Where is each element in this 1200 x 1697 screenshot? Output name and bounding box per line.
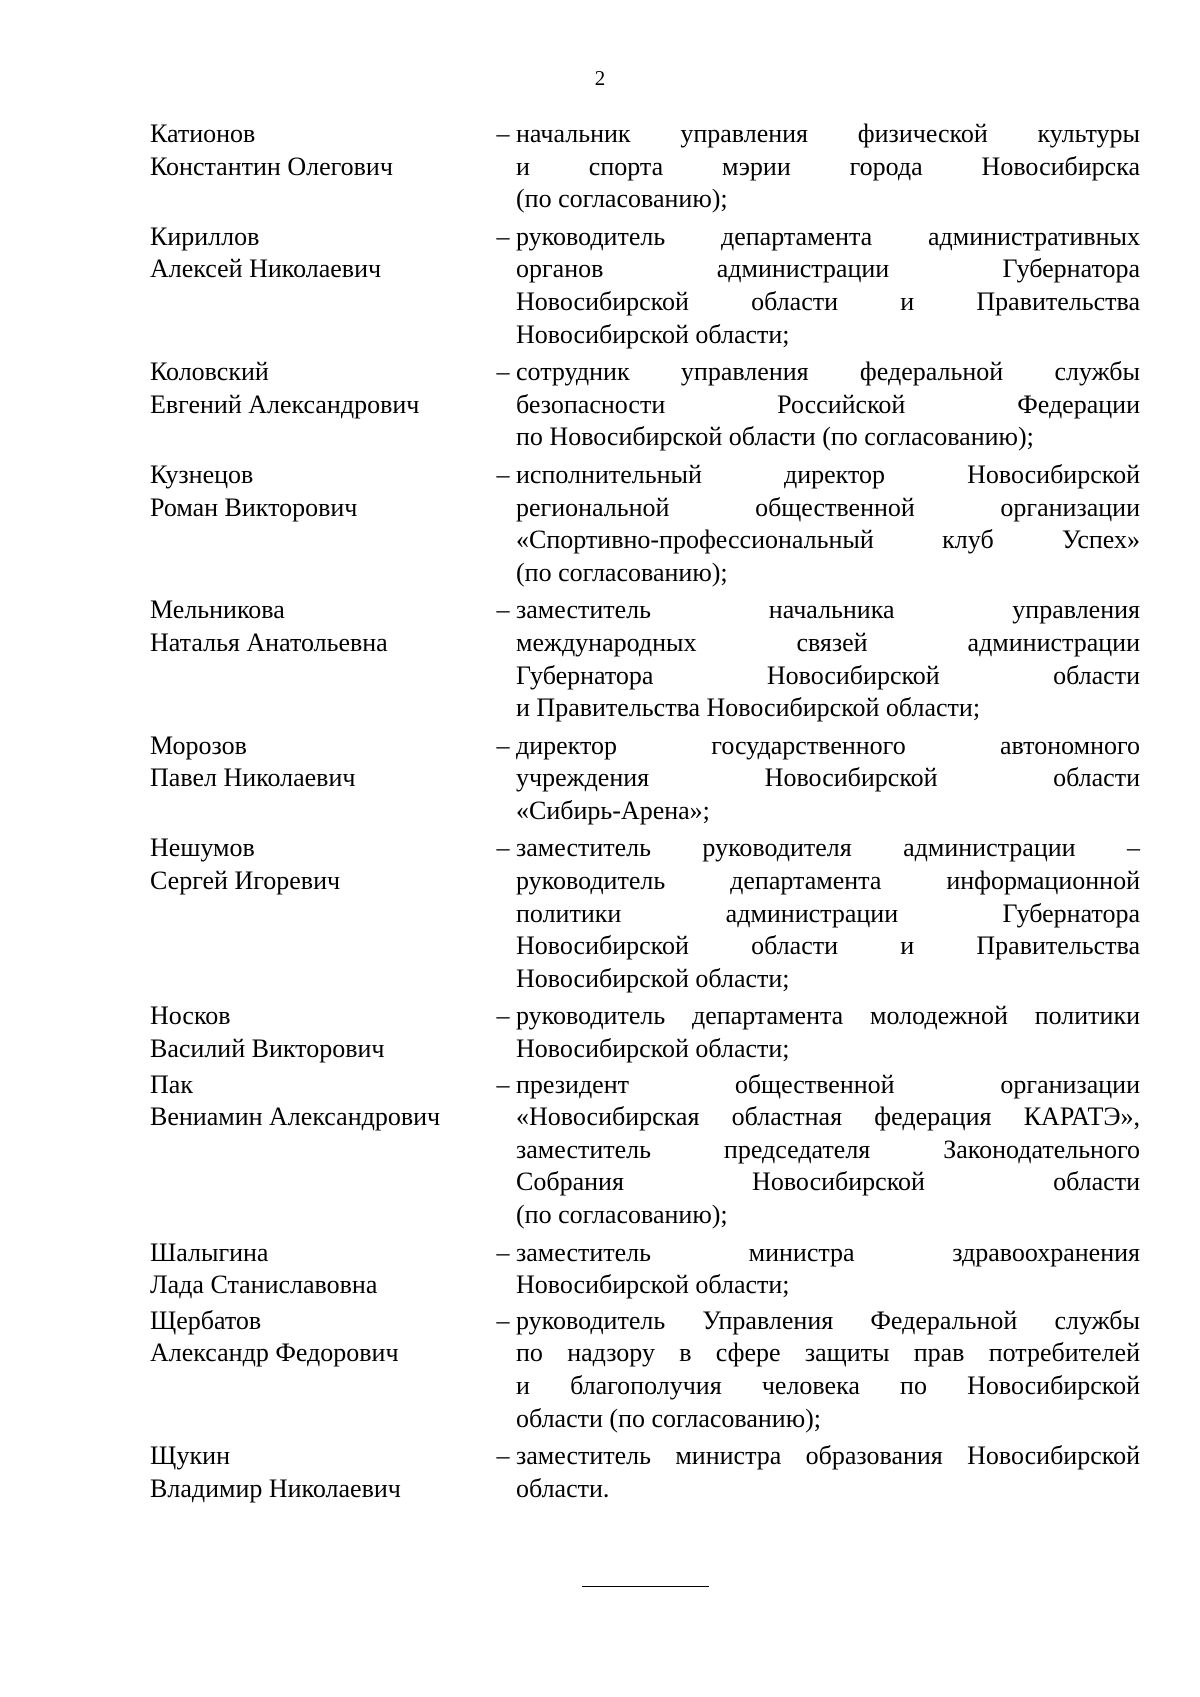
- member-surname: Пак: [150, 1069, 193, 1099]
- position-line: президент общественной организации: [516, 1069, 1140, 1099]
- member-given-names: Роман Викторович: [150, 492, 358, 522]
- member-surname: Нешумов: [150, 833, 255, 863]
- member-name: [150, 459, 490, 589]
- end-of-document-rule: [582, 1586, 709, 1587]
- member-entry: [150, 730, 1140, 828]
- position-line: заместитель министра здравоохранения: [516, 1237, 1140, 1267]
- member-name: [150, 356, 490, 454]
- position-line: Губернатора Новосибирской области: [516, 660, 1140, 690]
- position-line: заместитель министра образования Новосибирской: [516, 1441, 1140, 1471]
- position-line: региональной общественной организации: [516, 492, 1140, 522]
- position-line: и Правительства Новосибирской области;: [516, 693, 981, 723]
- position-line: начальник управления физической культуры: [516, 119, 1140, 148]
- position-line: (по согласованию);: [516, 1200, 728, 1229]
- member-position: [516, 832, 1140, 995]
- member-surname: Шалыгина: [150, 1237, 269, 1267]
- member-surname: Катионов: [150, 119, 256, 148]
- position-line: по надзору в сфере защиты прав потребителей: [516, 1338, 1140, 1368]
- position-line: и благополучия человека по Новосибирской: [516, 1370, 1140, 1400]
- member-given-names: Лада Станиславовна: [150, 1270, 378, 1300]
- member-entry: [150, 594, 1140, 724]
- position-line: руководитель департамента молодежной политики: [516, 1001, 1140, 1031]
- dash-separator: –: [496, 459, 510, 489]
- member-position: [516, 1000, 1140, 1065]
- position-line: Новосибирской области;: [516, 1034, 790, 1064]
- member-given-names: Павел Николаевич: [150, 763, 356, 793]
- position-line: «Спортивно-профессиональный клуб Успех»: [516, 525, 1140, 555]
- member-name: [150, 594, 490, 724]
- member-entry: [150, 118, 1140, 216]
- member-entry: [150, 1069, 1140, 1232]
- dash-separator: –: [496, 119, 510, 148]
- page-number: 2: [594, 66, 606, 90]
- member-name: [150, 221, 490, 351]
- position-line: Новосибирской области и Правительства: [516, 286, 1140, 316]
- position-line: заместитель председателя Законодательного: [516, 1134, 1140, 1164]
- member-position: [516, 118, 1140, 216]
- member-surname: Щербатов: [150, 1305, 262, 1335]
- member-entry: [150, 356, 1140, 454]
- dash-separator: –: [496, 1441, 510, 1471]
- member-position: [516, 1237, 1140, 1302]
- member-surname: Кириллов: [150, 221, 260, 251]
- member-given-names: Евгений Александрович: [150, 389, 420, 419]
- position-line: Новосибирской области;: [516, 319, 790, 349]
- member-surname: Кузнецов: [150, 459, 254, 489]
- member-entry: [150, 221, 1140, 351]
- position-line: (по согласованию);: [516, 184, 728, 214]
- member-position: [516, 459, 1140, 589]
- member-entry: [150, 1440, 1140, 1505]
- dash-separator: –: [496, 357, 510, 387]
- position-line: руководитель департамента административных: [516, 221, 1140, 251]
- member-surname: Морозов: [150, 730, 247, 760]
- member-position: [516, 1305, 1140, 1435]
- member-name: [150, 1069, 490, 1232]
- member-given-names: Василий Викторович: [150, 1034, 385, 1064]
- position-line: директор государственного автономного: [516, 730, 1140, 760]
- position-line: учреждения Новосибирской области: [516, 763, 1140, 793]
- member-given-names: Наталья Анатольевна: [150, 627, 388, 657]
- member-position: [516, 1069, 1140, 1232]
- position-line: сотрудник управления федеральной службы: [516, 357, 1140, 387]
- member-name: [150, 1237, 490, 1302]
- member-surname: Мельникова: [150, 595, 285, 625]
- position-line: руководитель Управления Федеральной службы: [516, 1305, 1140, 1335]
- dash-separator: –: [496, 595, 510, 625]
- member-surname: Щукин: [150, 1441, 231, 1471]
- position-line: руководитель департамента информационной: [516, 866, 1140, 896]
- member-position: [516, 594, 1140, 724]
- member-given-names: Сергей Игоревич: [150, 866, 341, 896]
- member-entry: [150, 1237, 1140, 1302]
- position-line: Новосибирской области;: [516, 1270, 790, 1300]
- dash-separator: –: [496, 730, 510, 760]
- dash-separator: –: [496, 1001, 510, 1031]
- member-surname: Носков: [150, 1001, 231, 1031]
- position-line: Новосибирской области;: [516, 963, 790, 993]
- position-line: политики администрации Губернатора: [516, 898, 1140, 928]
- member-given-names: Алексей Николаевич: [150, 254, 382, 284]
- member-name: [150, 1305, 490, 1435]
- member-position: [516, 730, 1140, 828]
- member-given-names: Вениамин Александрович: [150, 1102, 441, 1132]
- position-line: «Новосибирская областная федерация КАРАТЭ»,: [516, 1102, 1140, 1132]
- position-line: (по согласованию);: [516, 557, 728, 587]
- position-line: международных связей администрации: [516, 627, 1140, 657]
- position-line: безопасности Российской Федерации: [516, 389, 1140, 419]
- position-line: области (по согласованию);: [516, 1403, 822, 1433]
- member-given-names: Александр Федорович: [150, 1338, 399, 1368]
- member-name: [150, 730, 490, 828]
- position-line: области.: [516, 1473, 610, 1503]
- position-line: исполнительный директор Новосибирской: [516, 459, 1140, 489]
- member-list: [150, 118, 1140, 1505]
- position-line: заместитель руководителя администрации –: [516, 833, 1140, 863]
- dash-separator: –: [496, 1305, 510, 1335]
- position-line: по Новосибирской области (по согласованию);: [516, 422, 1034, 452]
- dash-separator: –: [496, 1069, 510, 1099]
- member-name: [150, 832, 490, 995]
- member-name: [150, 118, 490, 216]
- position-line: заместитель начальника управления: [516, 595, 1140, 625]
- dash-separator: –: [496, 221, 510, 251]
- position-line: Новосибирской области и Правительства: [516, 931, 1140, 961]
- member-given-names: Константин Олегович: [150, 151, 393, 181]
- member-position: [516, 1440, 1140, 1505]
- member-given-names: Владимир Николаевич: [150, 1473, 401, 1503]
- member-name: [150, 1440, 490, 1505]
- position-line: Собрания Новосибирской области: [516, 1167, 1140, 1197]
- position-line: органов администрации Губернатора: [516, 254, 1140, 284]
- member-surname: Коловский: [150, 357, 269, 387]
- dash-separator: –: [496, 1237, 510, 1267]
- member-position: [516, 356, 1140, 454]
- member-entry: [150, 1305, 1140, 1435]
- member-name: [150, 1000, 490, 1065]
- member-entry: [150, 832, 1140, 995]
- member-entry: [150, 459, 1140, 589]
- member-entry: [150, 1000, 1140, 1065]
- dash-separator: –: [496, 833, 510, 863]
- position-line: «Сибирь-Арена»;: [516, 795, 710, 825]
- member-position: [516, 221, 1140, 351]
- position-line: и спорта мэрии города Новосибирска: [516, 151, 1140, 181]
